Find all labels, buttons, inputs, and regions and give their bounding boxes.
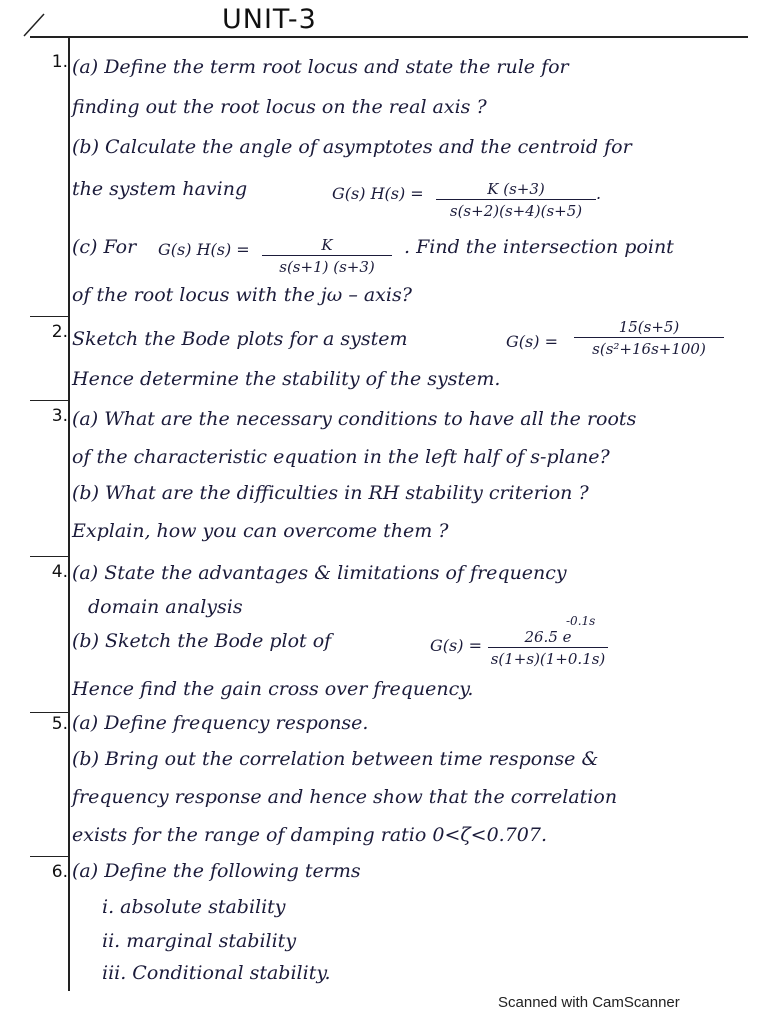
question-line: (a) Define the following terms <box>72 860 361 882</box>
question-line: Hence determine the stability of the system. <box>72 368 501 390</box>
question-line: exists for the range of damping ratio 0<ζ<0.707. <box>72 824 548 846</box>
exponent-superscript: -0.1s <box>566 614 596 628</box>
fraction-numerator: 26.5 e <box>524 628 572 646</box>
question-line: (b) What are the difficulties in RH stability criterion ? <box>72 482 589 504</box>
fraction-denominator: s(s+2)(s+4)(s+5) <box>449 202 583 221</box>
question-line: finding out the root locus on the real axis ? <box>72 96 487 118</box>
equation-lhs: G(s) H(s) = <box>158 240 250 259</box>
question-line: Hence find the gain cross over frequency. <box>72 678 474 700</box>
header-rule <box>30 36 748 38</box>
question-line: (c) For <box>72 236 137 258</box>
question-line: domain analysis <box>88 596 243 618</box>
fraction-denominator: s(1+s)(1+0.1s) <box>490 650 606 669</box>
question-line: iii. Conditional stability. <box>102 962 331 984</box>
transfer-function-fraction <box>436 180 596 220</box>
question-line: Sketch the Bode plots for a system <box>72 328 408 350</box>
question-line: (a) Define the term root locus and state the rule for <box>72 56 569 78</box>
fraction-denominator: s(s+1) (s+3) <box>279 258 375 277</box>
question-line: (a) What are the necessary conditions to have all the roots <box>72 408 637 430</box>
transfer-function-fraction <box>488 628 608 668</box>
question-line: Explain, how you can overcome them ? <box>72 520 449 542</box>
question-line: (b) Bring out the correlation between time response & <box>72 748 599 770</box>
equation-lhs: G(s) = <box>506 332 558 351</box>
question-divider <box>30 556 70 557</box>
equation-lhs: G(s) H(s) = <box>332 184 424 203</box>
question-divider <box>30 856 70 857</box>
transfer-function-fraction <box>574 318 724 358</box>
camscanner-watermark: Scanned with CamScanner <box>498 994 680 1011</box>
question-divider <box>30 400 70 401</box>
margin-rule <box>68 36 70 991</box>
fraction-denominator: s(s²+16s+100) <box>592 340 706 359</box>
fraction-numerator: 15(s+5) <box>618 318 680 336</box>
question-line: (a) Define frequency response. <box>72 712 369 734</box>
question-line: ii. marginal stability <box>102 930 297 952</box>
question-line: (b) Sketch the Bode plot of <box>72 630 332 652</box>
equation-lhs: G(s) = <box>430 636 482 655</box>
question-divider <box>30 712 70 713</box>
transfer-function-fraction <box>262 236 392 276</box>
question-line: i. absolute stability <box>102 896 286 918</box>
question-number: 3. <box>51 406 68 426</box>
equation-tail: . <box>596 184 602 203</box>
question-line: (b) Calculate the angle of asymptotes and the centroid for <box>72 136 632 158</box>
question-line: of the characteristic equation in the left half of s-plane? <box>72 446 610 468</box>
corner-slash-mark <box>18 8 58 38</box>
question-number: 4. <box>51 562 68 582</box>
question-number: 6. <box>51 862 68 882</box>
page-title: UNIT-3 <box>222 4 317 35</box>
question-line: . Find the intersection point <box>404 236 674 258</box>
question-number: 1. <box>51 52 68 72</box>
question-number: 5. <box>51 714 68 734</box>
question-line: the system having <box>72 178 248 200</box>
question-line: of the root locus with the jω – axis? <box>72 284 412 306</box>
question-line: frequency response and hence show that the correlation <box>72 786 618 808</box>
question-divider <box>30 316 70 317</box>
question-line: (a) State the advantages & limitations of frequency <box>72 562 567 584</box>
fraction-numerator: K <box>321 236 333 254</box>
question-number: 2. <box>51 322 68 342</box>
fraction-numerator: K (s+3) <box>487 180 545 198</box>
